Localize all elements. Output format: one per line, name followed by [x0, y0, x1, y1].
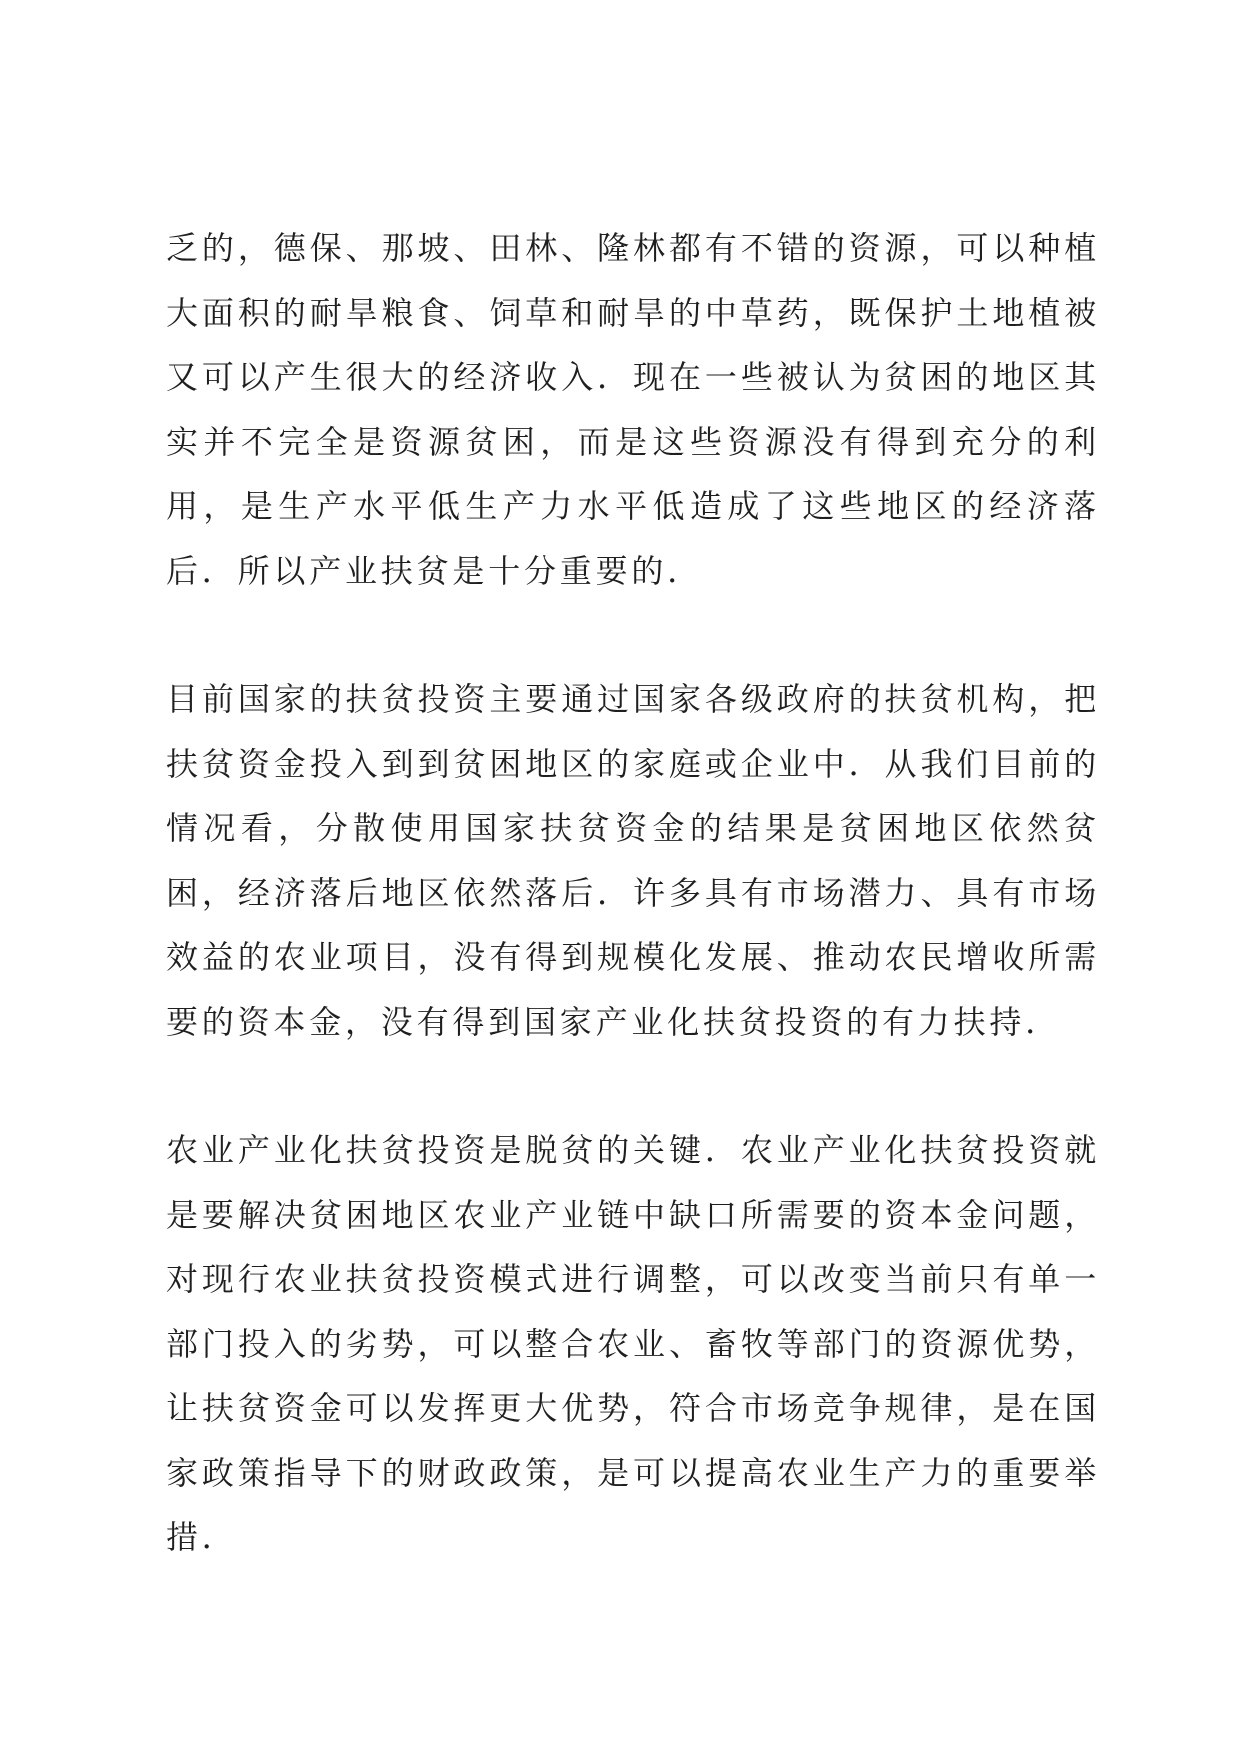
paragraph-2: 目前国家的扶贫投资主要通过国家各级政府的扶贫机构，把扶贫资金投入到到贫困地区的家庭或企业中．从我们目前的情况看，分散使用国家扶贫资金的结果是贫困地区依然贫困，经济落后地区依然落后．许多具有市场潜力、具有市场效益的农业项目，没有得到规模化发展、推动农民增收所需要的资本金，没有得到国家产业化扶贫投资的有力扶持． [166, 680, 1100, 1041]
paragraph-3: 农业产业化扶贫投资是脱贫的关键．农业产业化扶贫投资就是要解决贫困地区农业产业链中缺口所需要的资本金问题，对现行农业扶贫投资模式进行调整，可以改变当前只有单一部门投入的劣势，可以整合农业、畜牧等部门的资源优势，让扶贫资金可以发挥更大优势，符合市场竞争规律，是在国家政策指导下的财政政策，是可以提高农业生产力的重要举措． [166, 1131, 1100, 1556]
document-body [166, 216, 1100, 1570]
paragraph-1: 乏的，德保、那坡、田林、隆林都有不错的资源，可以种植大面积的耐旱粮食、饲草和耐旱的中草药，既保护土地植被又可以产生很大的经济收入．现在一些被认为贫困的地区其实并不完全是资源贫困，而是这些资源没有得到充分的利用，是生产水平低生产力水平低造成了这些地区的经济落后．所以产业扶贫是十分重要的． [166, 229, 1100, 590]
